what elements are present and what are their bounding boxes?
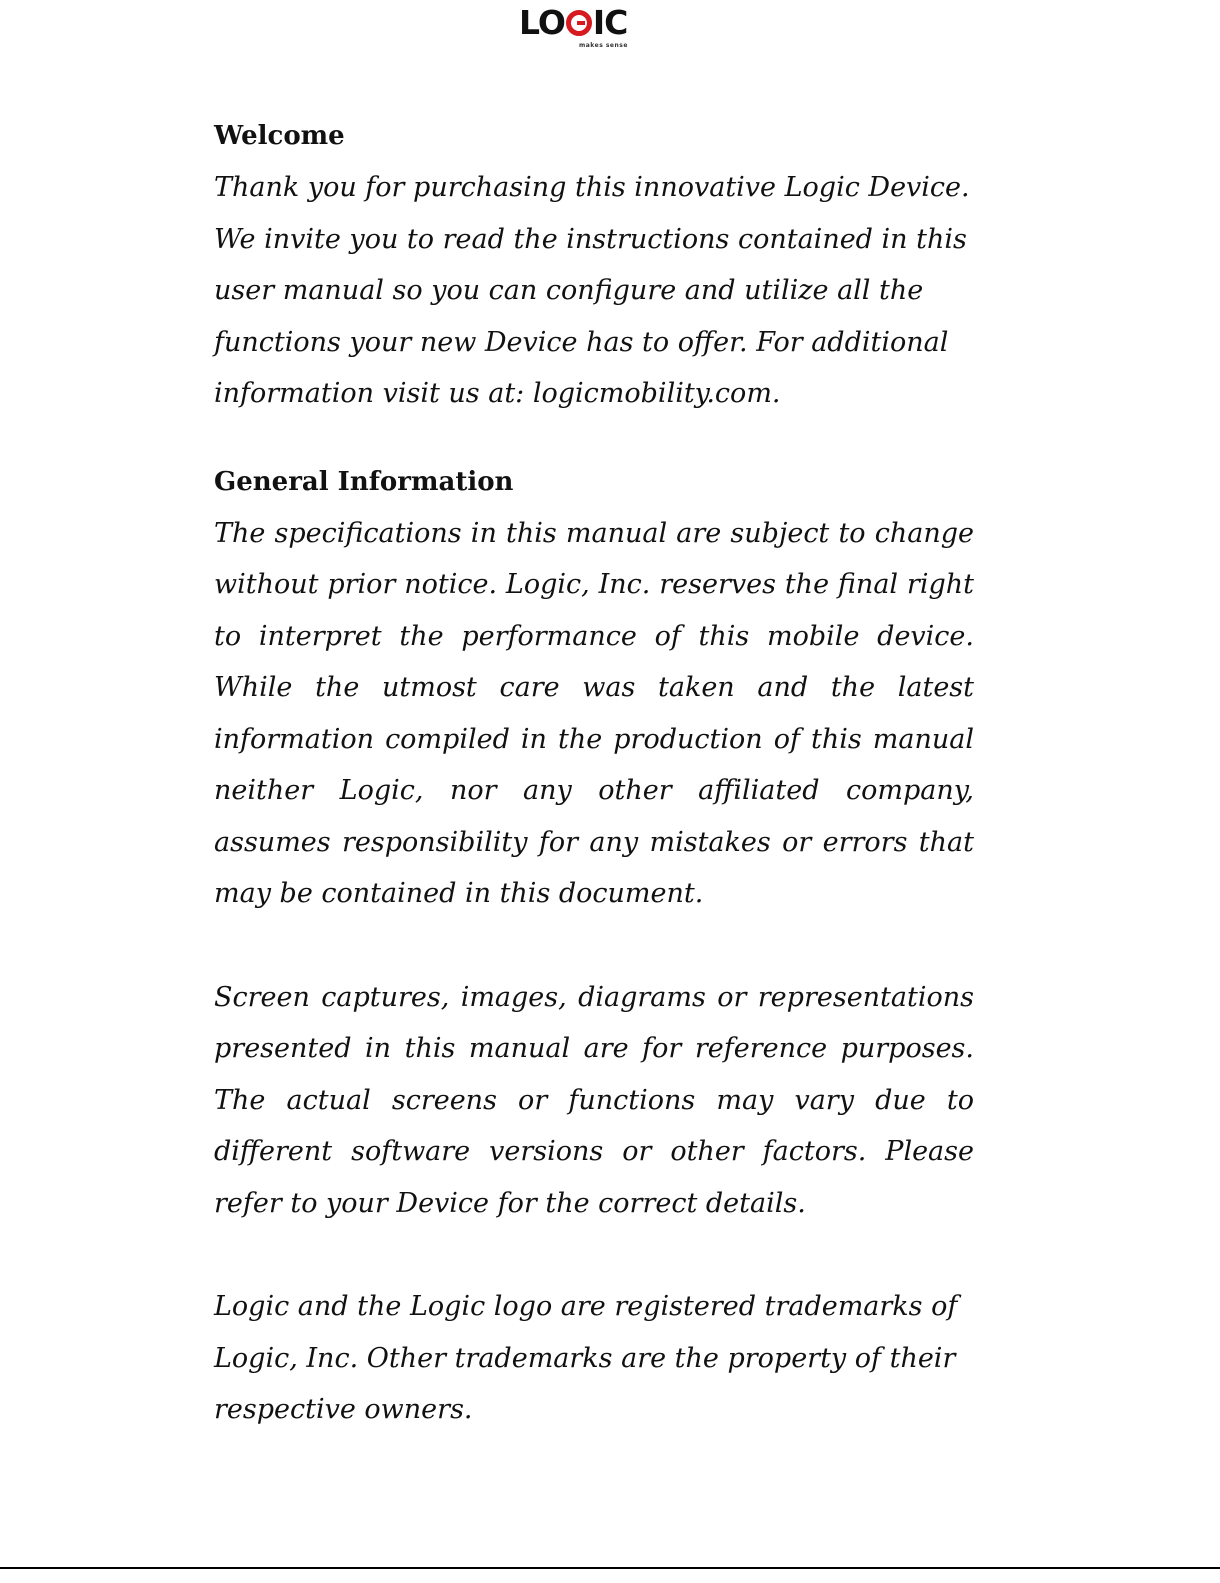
screen-captures-paragraph: Screen captures, images, diagrams or representations presented in this manual are for reference purposes. The actual screens or functions may vary due to different software versions or other factors. Please refer to your Device for the correct details. [214, 981, 974, 1219]
section-spacer [214, 420, 974, 456]
logo-g-ring-icon [566, 10, 592, 36]
logo-wordmark [519, 4, 627, 42]
logo-text-left: LO [519, 3, 565, 42]
general-information-paragraph: The specifications in this manual are subject to change without prior notice. Logic, Inc. reserves the final right to interpret the performance of this mobile device. While the utmost care was taken and the latest information compiled in the production of this manual neither Logic, nor any other affiliated company, assumes responsibility for any mistakes or errors that may be contained in this document. [214, 517, 974, 909]
welcome-heading: Welcome [214, 121, 345, 151]
page-bottom-rule [0, 1567, 1220, 1569]
logic-logo [519, 4, 637, 52]
welcome-paragraph: Thank you for purchasing this innovative Logic Device. We invite you to read the instructions contained in this user manual so you can configure and utilize all the functions your new Device has to offer. For additional information visit us at: logicmobility.com. [214, 172, 970, 409]
section-spacer [214, 1229, 974, 1281]
logo-tagline: makes sense [579, 42, 628, 49]
trademarks-paragraph: Logic and the Logic logo are registered trademarks of Logic, Inc. Other trademarks are the property of their respective owners. [214, 1291, 958, 1425]
general-information-heading: General Information [214, 466, 514, 497]
logo-text-right: IC [592, 3, 628, 42]
document-body [214, 110, 974, 1436]
section-spacer [214, 920, 974, 972]
